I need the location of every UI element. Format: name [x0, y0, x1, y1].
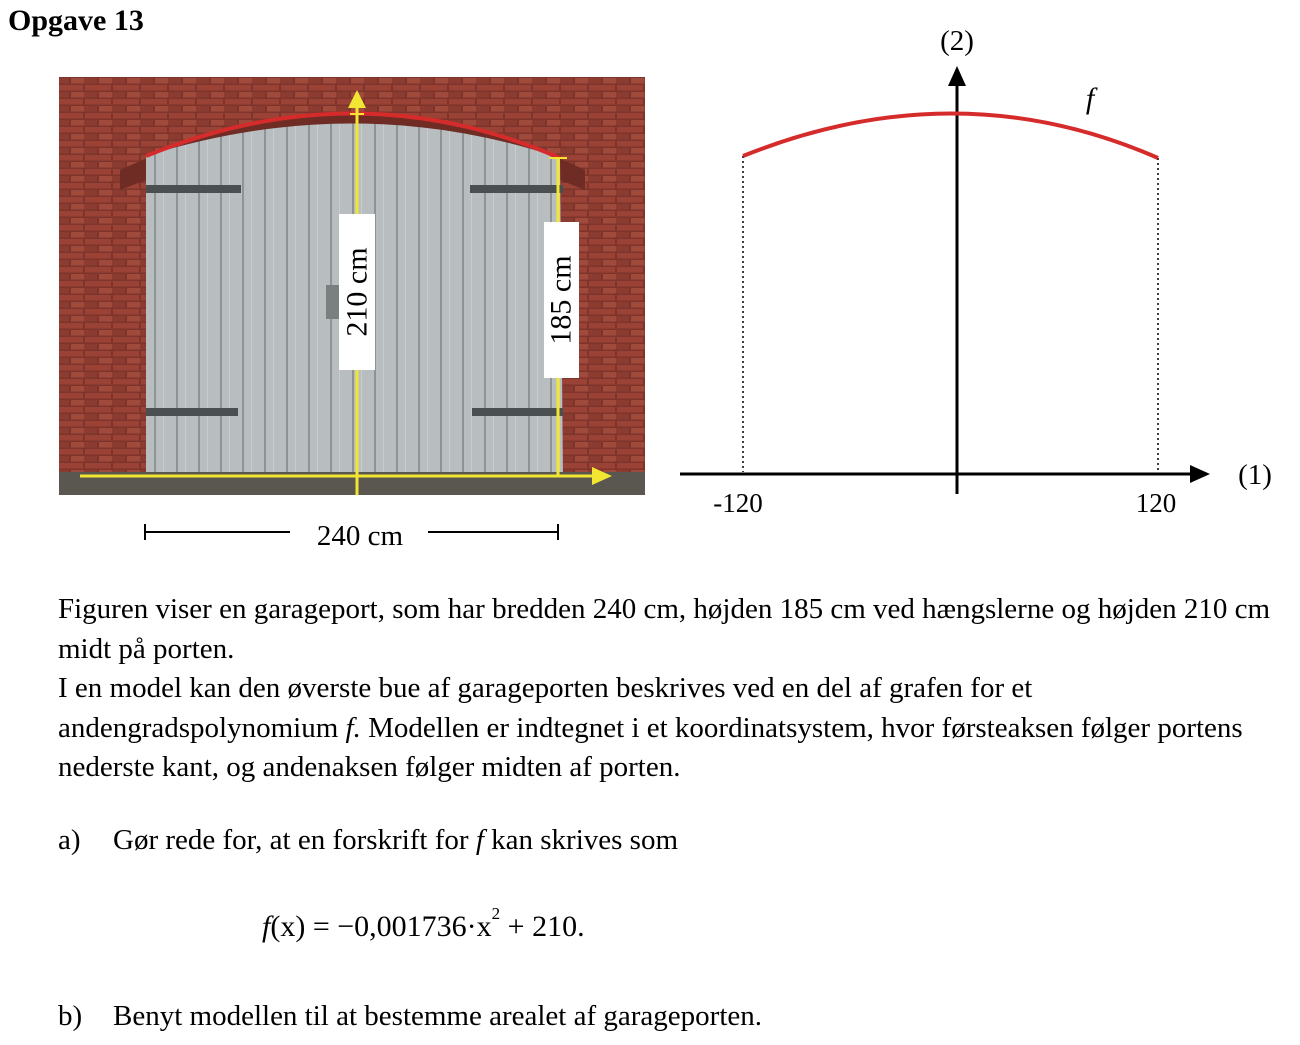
- coordinate-graph: [680, 25, 1272, 518]
- question-a-label: a): [58, 824, 81, 856]
- problem-description: [58, 590, 1278, 788]
- paragraph-2-function-name: f.: [345, 711, 361, 744]
- question-b-text: Benyt modellen til at bestemme arealet af garageporten.: [113, 1000, 763, 1032]
- x-axis-arrow: [1190, 465, 1210, 483]
- door-latch: [326, 285, 340, 319]
- hinge-top-right: [470, 185, 563, 193]
- formula-rhs: + 210.: [500, 910, 585, 943]
- paragraph-2: [58, 669, 1278, 788]
- formula-mid: (x) = −0,001736·x: [270, 910, 492, 943]
- hinge-height-label: 185 cm: [544, 255, 578, 345]
- garage-photo: [59, 77, 645, 495]
- paragraph-1: Figuren viser en garageport, som har bredden 240 cm, højden 185 cm ved hængslerne og højden 210 cm midt på porten.: [58, 593, 1271, 665]
- hinge-bottom-right: [472, 408, 563, 416]
- exercise-title: Opgave 13: [8, 4, 144, 37]
- hinge-top-left: [146, 185, 241, 193]
- formula-lhs: f: [262, 910, 271, 943]
- y-axis-label: (2): [940, 25, 974, 57]
- question-a-function-name: f: [475, 824, 484, 856]
- center-height-label: 210 cm: [340, 247, 374, 337]
- formula-exponent: 2: [491, 904, 501, 923]
- question-a-text-2: kan skrives som: [483, 824, 678, 856]
- function-curve: [743, 113, 1158, 158]
- x-axis-label: (1): [1238, 459, 1272, 491]
- width-dimension: [145, 520, 558, 552]
- question-b: [58, 1000, 762, 1033]
- function-label: f: [1085, 82, 1095, 115]
- y-axis-arrow: [948, 66, 966, 86]
- question-b-label: b): [58, 1000, 83, 1032]
- question-a-text-1: Gør rede for, at en forskrift for: [113, 824, 476, 856]
- paragraph-2-end: Modellen er indtegnet i et koordinatsystem, hvor førsteaksen følger portens nederste kant, og andenaksen følger midten af porten.: [58, 711, 1243, 783]
- x-tick-right: 120: [1135, 488, 1177, 518]
- formula: [262, 904, 585, 944]
- hinge-bottom-left: [146, 408, 238, 416]
- question-a: [58, 824, 678, 857]
- paragraph-2-start: I en model kan den øverste bue af garageporten beskrives ved en del af grafen for et andengradspolynomium: [58, 672, 1033, 744]
- x-tick-left: -120: [713, 488, 763, 518]
- width-label: 240 cm: [316, 520, 404, 552]
